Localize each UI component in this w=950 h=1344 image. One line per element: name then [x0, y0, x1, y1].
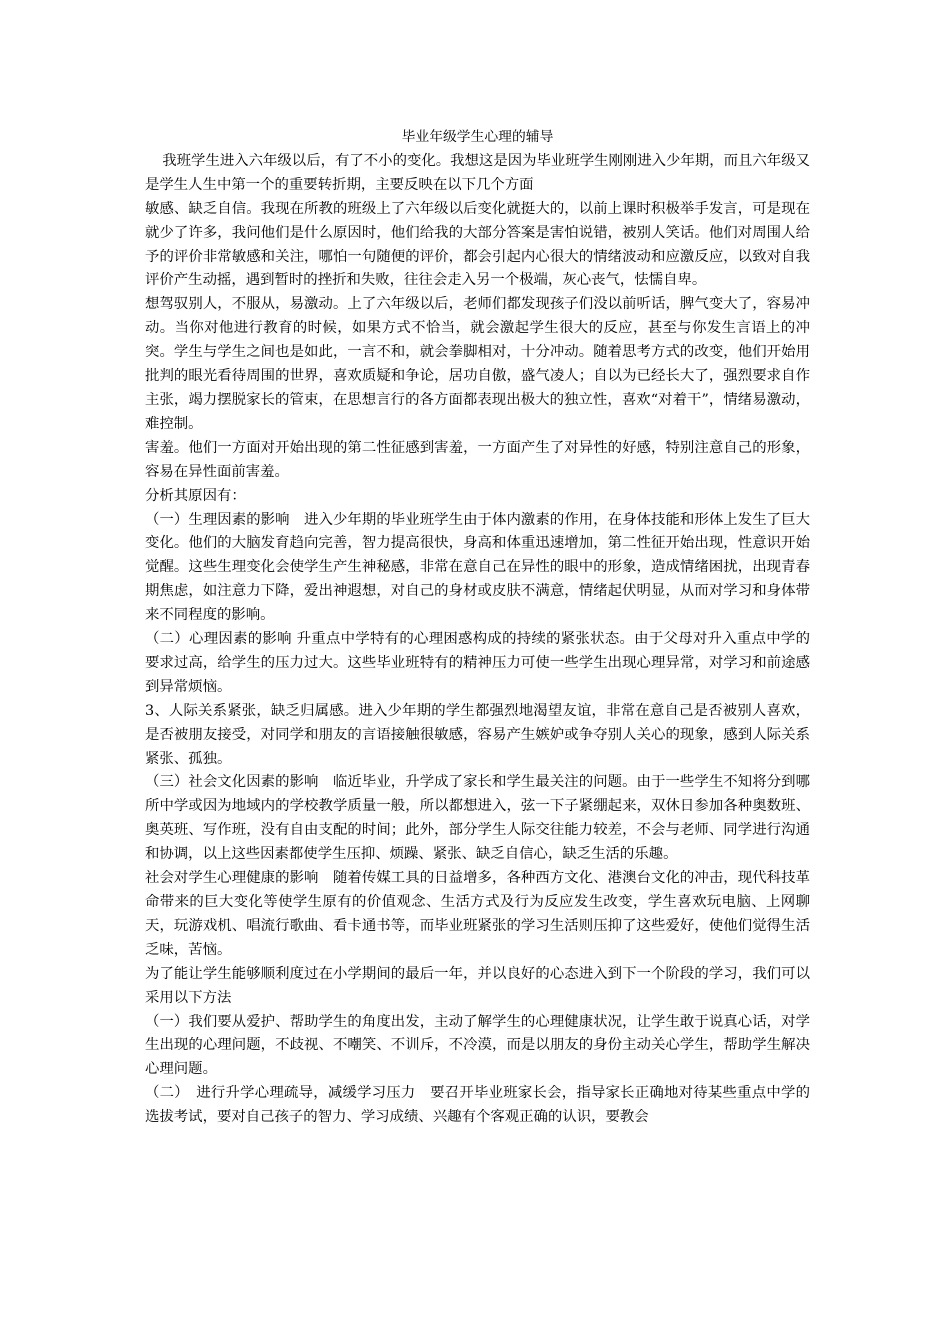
paragraph-intro: 我班学生进入六年级以后，有了不小的变化。我想这是因为毕业班学生刚刚进入少年期，而且六年级又是学生人生中第一个的重要转折期，主要反映在以下几个方面 [145, 152, 810, 193]
paragraph-social-culture: （三）社会文化因素的影响 临近毕业，升学成了家长和学生最关注的问题。由于一些学生不知将分到哪所中学或因为地域内的学校教学质量一般，所以都想进入，弦一下子紧绷起来，双休日参加各种奥数班、奥英班、写作班，没有自由支配的时间；此外，部分学生人际交往能力较差，不会与老师、同学进行沟通和协调，以上这些因素都使学生压抑、烦躁、紧张、缺乏自信心，缺乏生活的乐趣。 [145, 774, 810, 863]
paragraph-method-one: （一）我们要从爱护、帮助学生的角度出发，主动了解学生的心理健康状况，让学生敢于说真心话，对学生出现的心理问题，不歧视、不嘲笑、不训斥，不冷漠，而是以朋友的身份主动关心学生，帮助学生解决心理问题。 [145, 1013, 810, 1078]
paragraph-methods-intro: 为了能让学生能够顺利度过在小学期间的最后一年，并以良好的心态进入到下一个阶段的学习，我们可以采用以下方法 [145, 965, 810, 1006]
paragraph-interpersonal: 3、人际关系紧张，缺乏归属感。进入少年期的学生都强烈地渴望友谊，非常在意自己是否被别人喜欢，是否被朋友接受，对同学和朋友的言语接触很敏感，容易产生嫉妒或争夺别人关心的现象，感到人际关系紧张、孤独。 [145, 702, 810, 767]
paragraph-method-two: （二） 进行升学心理疏导，减缓学习压力 要召开毕业班家长会，指导家长正确地对待某些重点中学的选拔考试，要对自己孩子的智力、学习成绩、兴趣有个客观正确的认识，要教会 [145, 1085, 810, 1126]
paragraph-psychological: （二）心理因素的影响 升重点中学特有的心理困惑构成的持续的紧张状态。由于父母对升入重点中学的要求过高，给学生的压力过大。这些毕业班特有的精神压力可使一些学生出现心理异常，对学习和前途感到异常烦恼。 [145, 631, 810, 695]
paragraph-causes-heading: 分析其原因有： [145, 487, 246, 504]
paragraph-shy: 害羞。他们一方面对开始出现的第二性征感到害羞，一方面产生了对异性的好感，特别注意自己的形象，容易在异性面前害羞。 [145, 439, 810, 480]
paragraph-society-influence: 社会对学生心理健康的影响 随着传媒工具的日益增多，各种西方文化、港澳台文化的冲击，现代科技革命带来的巨大变化等使学生原有的价值观念、生活方式及行为反应发生改变，学生喜欢玩电脑、上网聊天，玩游戏机、唱流行歌曲、看卡通书等，而毕业班紧张的学习生活则压抑了这些爱好，使他们觉得生活乏味，苦恼。 [145, 870, 810, 958]
document-title: 毕业年级学生心理的辅导 [401, 129, 554, 145]
paragraph-sensitive: 敏感、缺乏自信。我现在所教的班级上了六年级以后变化就挺大的，以前上课时积极举手发言，可是现在就少了许多，我问他们是什么原因时，他们给我的大部分答案是害怕说错，被别人笑话。他们对周围人给予的评价非常敏感和关注，哪怕一句随便的评价，都会引起内心很大的情绪波动和应激反应，以致对自我评价产生动摇，遇到暂时的挫折和失败，往往会走入另一个极端，灰心丧气，怯懦自卑。 [145, 200, 810, 289]
paragraph-impulsive: 想驾驭别人，不服从，易激动。上了六年级以后，老师们都发现孩子们没以前听话，脾气变大了，容易冲动。当你对他进行教育的时候，如果方式不恰当，就会激起学生很大的反应，甚至与你发生言语上的冲突。学生与学生之间也是如此，一言不和，就会拳脚相对，十分冲动。随着思考方式的改变，他们开始用批判的眼光看待周围的世界，喜欢质疑和争论，居功自傲，盛气凌人；自以为已经长大了，强烈要求自作主张，竭力摆脱家长的管束，在思想言行的各方面都表现出极大的独立性，喜欢“对着干”，情绪易激动，难控制。 [145, 296, 810, 432]
paragraph-physiological: （一）生理因素的影响 进入少年期的毕业班学生由于体内激素的作用，在身体技能和形体上发生了巨大变化。他们的大脑发育趋向完善，智力提高很快，身高和体重迅速增加，第二性征开始出现，性意识开始觉醒。这些生理变化会使学生产生神秘感，非常在意自己在异性的眼中的形象，造成情绪困扰，出现青春期焦虑，如注意力下降，爱出神遐想，对自己的身材或皮肤不满意，情绪起伏明显，从而对学习和身体带来不同程度的影响。 [145, 511, 810, 624]
document-page [145, 126, 810, 1130]
